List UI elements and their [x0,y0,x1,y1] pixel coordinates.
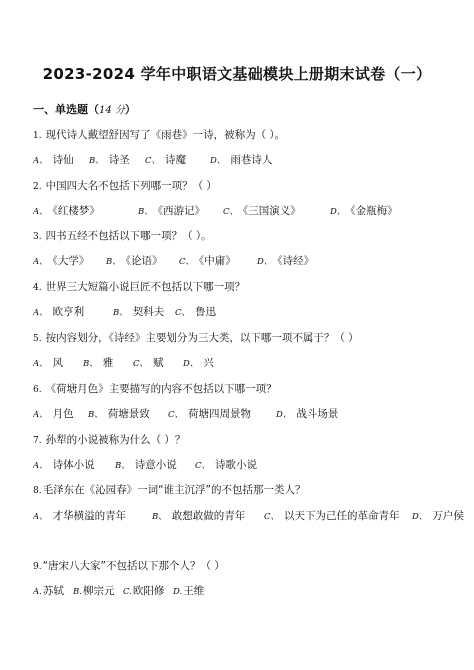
option-a: A、 《红楼梦》 [33,205,100,217]
options-3 [33,253,473,268]
question-text: 现代诗人戴望舒因写了《雨巷》一诗，被称为（ ）。 [45,129,286,141]
question-number: 4. [33,283,42,293]
option-a: A、 欧亨利 [33,306,85,318]
question-number: 8. [33,486,42,496]
exam-title: 2023-2024 学年中职语文基础模块上册期末试卷（一） [42,65,432,83]
question-number: 5. [33,334,42,344]
question-2 [33,178,217,193]
option-b: B、 诗圣 [89,154,130,166]
options-6 [33,406,473,421]
question-text: 孙犁的小说被称为什么（ ）？ [45,434,186,446]
option-d: D、 万户侯 [412,510,464,522]
section-heading [33,101,136,117]
option-a: A、 才华横溢的青年 [33,510,127,522]
question-number: 7. [33,436,42,446]
question-text: 毛泽东在《沁园春》一词“谁主沉浮”的不包括那一类人？ [42,484,306,496]
option-c: C、 诗歌小说 [195,459,258,471]
option-d: D、 兴 [183,357,214,369]
option-a: A.苏轼 [33,585,64,597]
option-d: D.王维 [173,585,205,597]
question-8 [33,482,305,497]
question-text: “唐宋八大家”不包括以下那个人？（ ） [42,560,225,572]
question-6 [33,381,277,396]
question-number: 1. [33,131,42,141]
option-d: D、 雨巷诗人 [210,154,273,166]
options-9 [33,583,473,598]
question-3 [33,228,212,243]
option-b: B、 荷塘景致 [88,408,150,420]
question-text: 世界三大短篇小说巨匠不包括以下哪一项？ [45,281,246,293]
option-a: A、 《大学》 [33,255,90,267]
section-score: 14 分 [99,105,125,116]
option-c: C.欧阳修 [123,585,165,597]
option-c: C、 诗魔 [145,154,187,166]
question-1 [33,127,285,142]
question-5 [33,330,359,345]
option-b: B、 雅 [83,357,114,369]
option-a: A、 诗体小说 [33,459,95,471]
option-d: D、 《金瓶梅》 [330,205,398,217]
options-4 [33,304,473,319]
question-9 [33,558,225,573]
question-number: 3. [33,232,42,242]
option-b: B、 诗意小说 [115,459,177,471]
section-close: ） [124,103,136,116]
option-b: B、 敢想敢做的青年 [152,510,246,522]
section-label: 一、单选题（ [33,103,99,116]
question-text: 中国四大名不包括下列哪一项？（ ） [45,180,217,192]
question-number: 2. [33,182,42,192]
option-b: B、 契科夫 [113,306,165,318]
option-c: C、 赋 [133,357,164,369]
options-8 [33,508,473,523]
option-c: C、 以天下为己任的革命青年 [264,510,400,522]
option-b: B、 《论语》 [106,255,163,267]
options-1 [33,152,473,167]
question-4 [33,279,245,294]
question-text: 四书五经不包括以下哪一项？（ ）。 [45,230,212,242]
option-a: A、 诗仙 [33,154,74,166]
option-c: C、 《中庸》 [179,255,236,267]
options-7 [33,457,473,472]
option-d: D、 战斗场景 [276,408,339,420]
option-b: B、 《西游记》 [138,205,205,217]
option-c: C、 鲁迅 [175,306,217,318]
option-c: C、 《三国演义》 [223,205,301,217]
option-b: B.柳宗元 [73,585,115,597]
option-a: A、 月色 [33,408,74,420]
option-c: C、 荷塘四周景物 [168,408,252,420]
question-number: 6. [33,385,42,395]
option-a: A、 风 [33,357,64,369]
options-2 [33,203,473,218]
option-d: D、 《诗经》 [257,255,315,267]
question-number: 9. [33,562,42,572]
question-7 [33,432,185,447]
options-5 [33,355,473,370]
question-text: 《荷塘月色》主要描写的内容不包括以下哪一项？ [45,383,277,395]
question-text: 按内容划分，《诗经》主要划分为三大类，以下哪一项不属于？（ ） [45,332,359,344]
